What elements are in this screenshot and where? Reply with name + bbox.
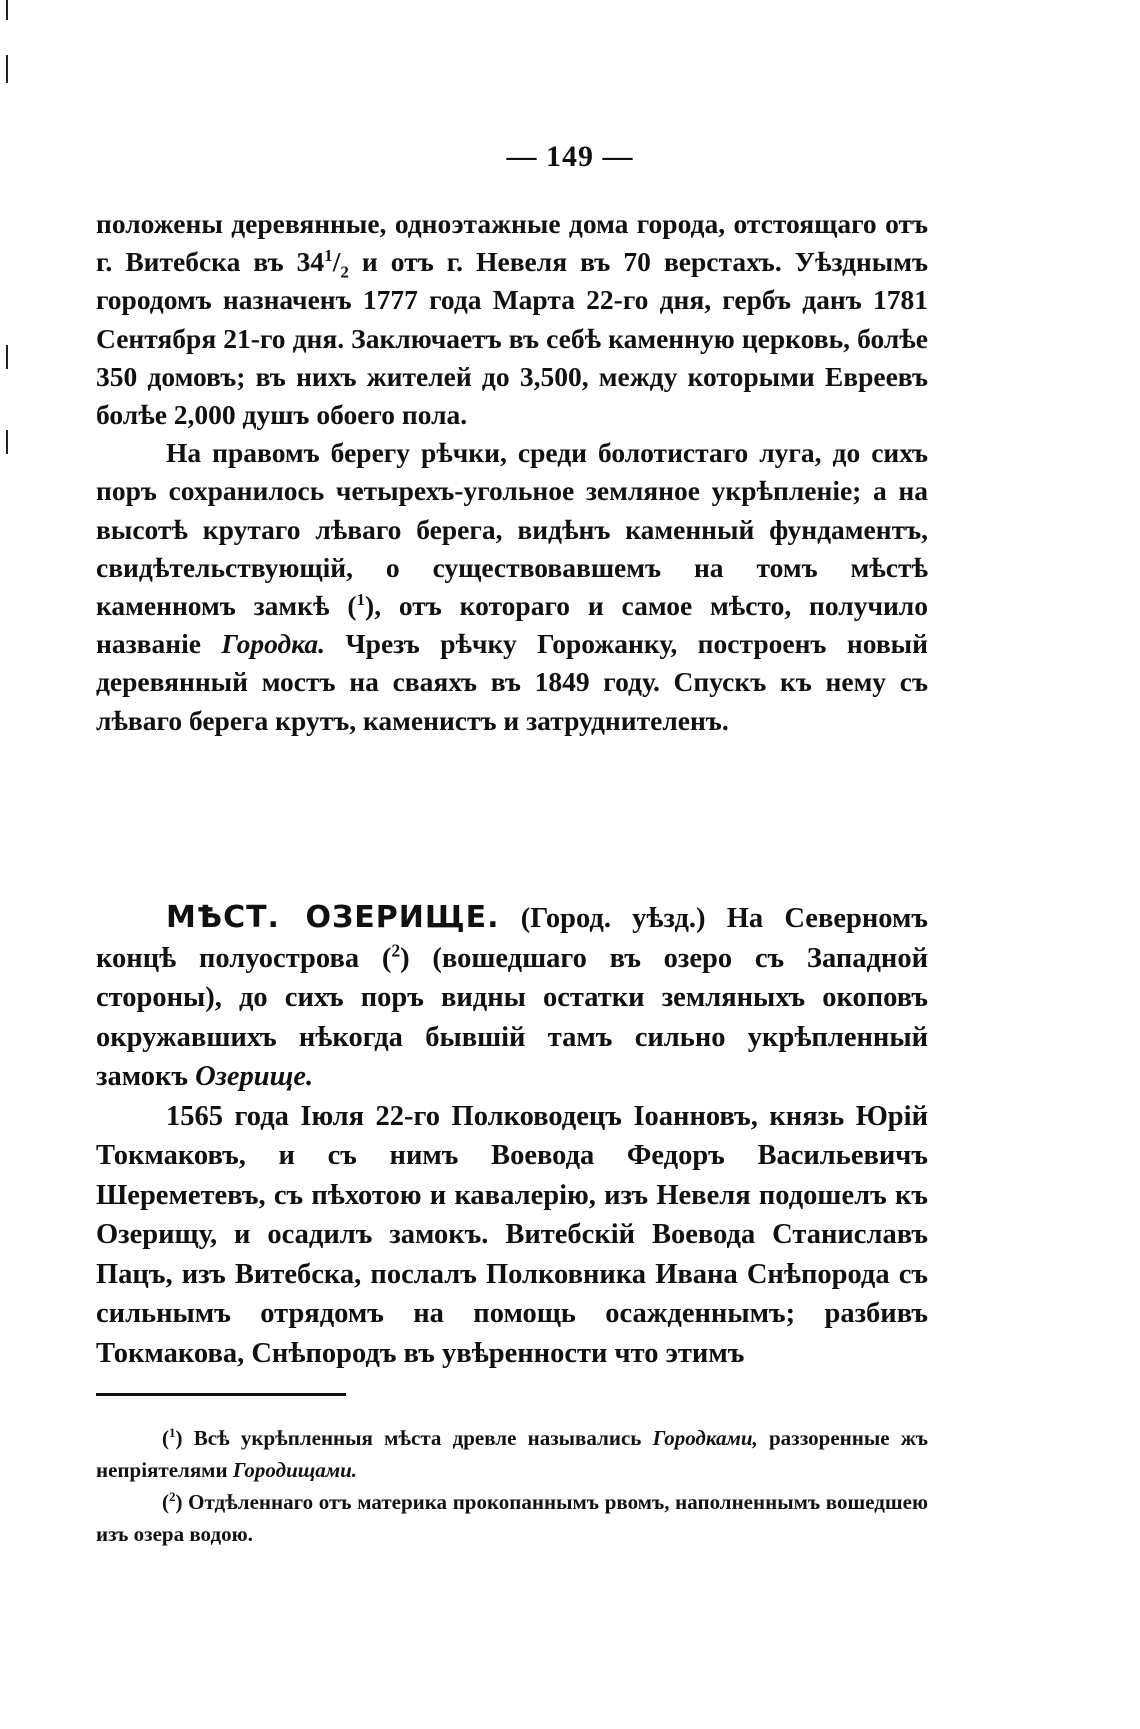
- footnote-text: Всѣ укрѣпленныя мѣста древле назывались: [182, 1426, 653, 1450]
- footnotes: [96, 1422, 928, 1550]
- paragraph-text: На правомъ берегу рѣчки, среди болотистаго луга, до сихъ поръ сохранилось четырехъ-угольное земляное укрѣпленіе; а на высотѣ крутаго лѣваго берега, видѣнъ каменный фундаментъ, свидѣтельствующій, о существовавшемъ на томъ мѣстѣ каменномъ замкѣ (: [96, 437, 928, 622]
- footnote-2: ($^2$) Отдѣленнаго отъ материка прокопаннымъ рвомъ, наполненнымъ вошедшею изъ озера водою.: [96, 1489, 928, 1546]
- footnote-text: Отдѣленнаго отъ материка прокопаннымъ рвомъ, наполненнымъ вошедшею изъ озера водою.: [96, 1490, 928, 1546]
- footnote-1: ($^1$) Всѣ укрѣпленныя мѣста древле назывались Городками, раззоренные жъ непріятелями Городищами.: [96, 1425, 928, 1482]
- footnote-italic: Городками,: [652, 1426, 758, 1450]
- scan-edge-mark: [6, 430, 8, 454]
- paragraph-text: ) (вошедшаго въ озеро съ Западной стороны), до сихъ поръ видны остатки земляныхъ окоповъ окружавшихъ нѣкогда бывшій тамъ сильно укрѣпленный замокъ: [96, 942, 928, 1092]
- place-name: Озерище.: [195, 1061, 314, 1092]
- fraction-numerator: 1: [324, 246, 333, 266]
- section-ozerishche: [96, 898, 928, 1373]
- scan-edge-mark: [6, 345, 8, 369]
- scan-edge-mark: [6, 55, 8, 83]
- fraction-denominator: 2: [340, 262, 349, 282]
- paragraph-text: (Город. уѣзд.) На Северномъ концѣ полуострова (: [96, 903, 928, 974]
- paragraph-text: положены деревянные, одноэтажные дома города, отстоящаго отъ г. Витебска въ 34: [96, 208, 928, 278]
- paragraph-fortification: [96, 434, 928, 740]
- paragraph-text: Чрезъ рѣчку Горожанку, построенъ новый деревянный мостъ на сваяхъ въ 1849 году. Спускъ къ нему съ лѣваго берега крутъ, каменистъ и затруднителенъ.: [96, 628, 928, 736]
- footnote-marker: 2: [169, 1489, 176, 1504]
- footnote-reference: 1: [356, 589, 366, 609]
- footnote-marker: 1: [169, 1425, 176, 1440]
- place-name: Городка.: [221, 628, 326, 660]
- footnote-reference: 2: [391, 940, 401, 960]
- paragraph-town-description: положены деревянные, одноэтажные дома города, отстоящаго отъ г. Витебска въ $34^1/_2$ и отъ г. Невеля въ 70 верстахъ. Уѣзднымъ городомъ назначенъ 1777 года Марта 22-го дня, гербъ данъ 1781 Сентября 21-го дня. Заключаетъ въ себѣ каменную церковь, болѣе 350 домовъ; въ нихъ жителей до 3,500, между которыми Евреевъ болѣе 2,000 душъ обоего пола.: [96, 208, 928, 431]
- footnote-divider: [96, 1393, 346, 1396]
- section-heading: МѢСТ. ОЗЕРИЩЕ.: [166, 900, 500, 935]
- footnote-italic: Городищами.: [232, 1458, 358, 1482]
- scan-edge-mark: [6, 0, 8, 20]
- footnote-text: раззоренные жъ непріятелями: [96, 1426, 928, 1482]
- section-gorodok-description: [96, 205, 928, 740]
- paragraph-ozerishche-intro: [96, 898, 928, 1097]
- page-number: — 149 —: [506, 140, 634, 173]
- paragraph-text: и отъ г. Невеля въ 70 верстахъ. Уѣзднымъ городомъ назначенъ 1777 года Марта 22-го дня, гербъ данъ 1781 Сентября 21-го дня. Заключаетъ въ себѣ каменную церковь, болѣе 350 домовъ; въ нихъ жителей до 3,500, между которыми Евреевъ болѣе 2,000 душъ обоего пола.: [96, 246, 928, 431]
- paragraph-siege-1565: 1565 года Іюля 22-го Полководецъ Іоанновъ, князь Юрій Токмаковъ, и съ нимъ Воевода Федоръ Васильевичъ Шереметевъ, съ пѣхотою и кавалерію, изъ Невеля подошелъ къ Озерищу, и осадилъ замокъ. Витебскій Воевода Станиславъ Пацъ, изъ Витебска, послалъ Полковника Ивана Снѣпорода съ сильнымъ отрядомъ на помощь осажденнымъ; разбивъ Токмакова, Снѣпородъ въ увѣренности что этимъ: [96, 1100, 928, 1369]
- paragraph-text: ), отъ котораго и самое мѣсто, получило названіе: [96, 590, 928, 660]
